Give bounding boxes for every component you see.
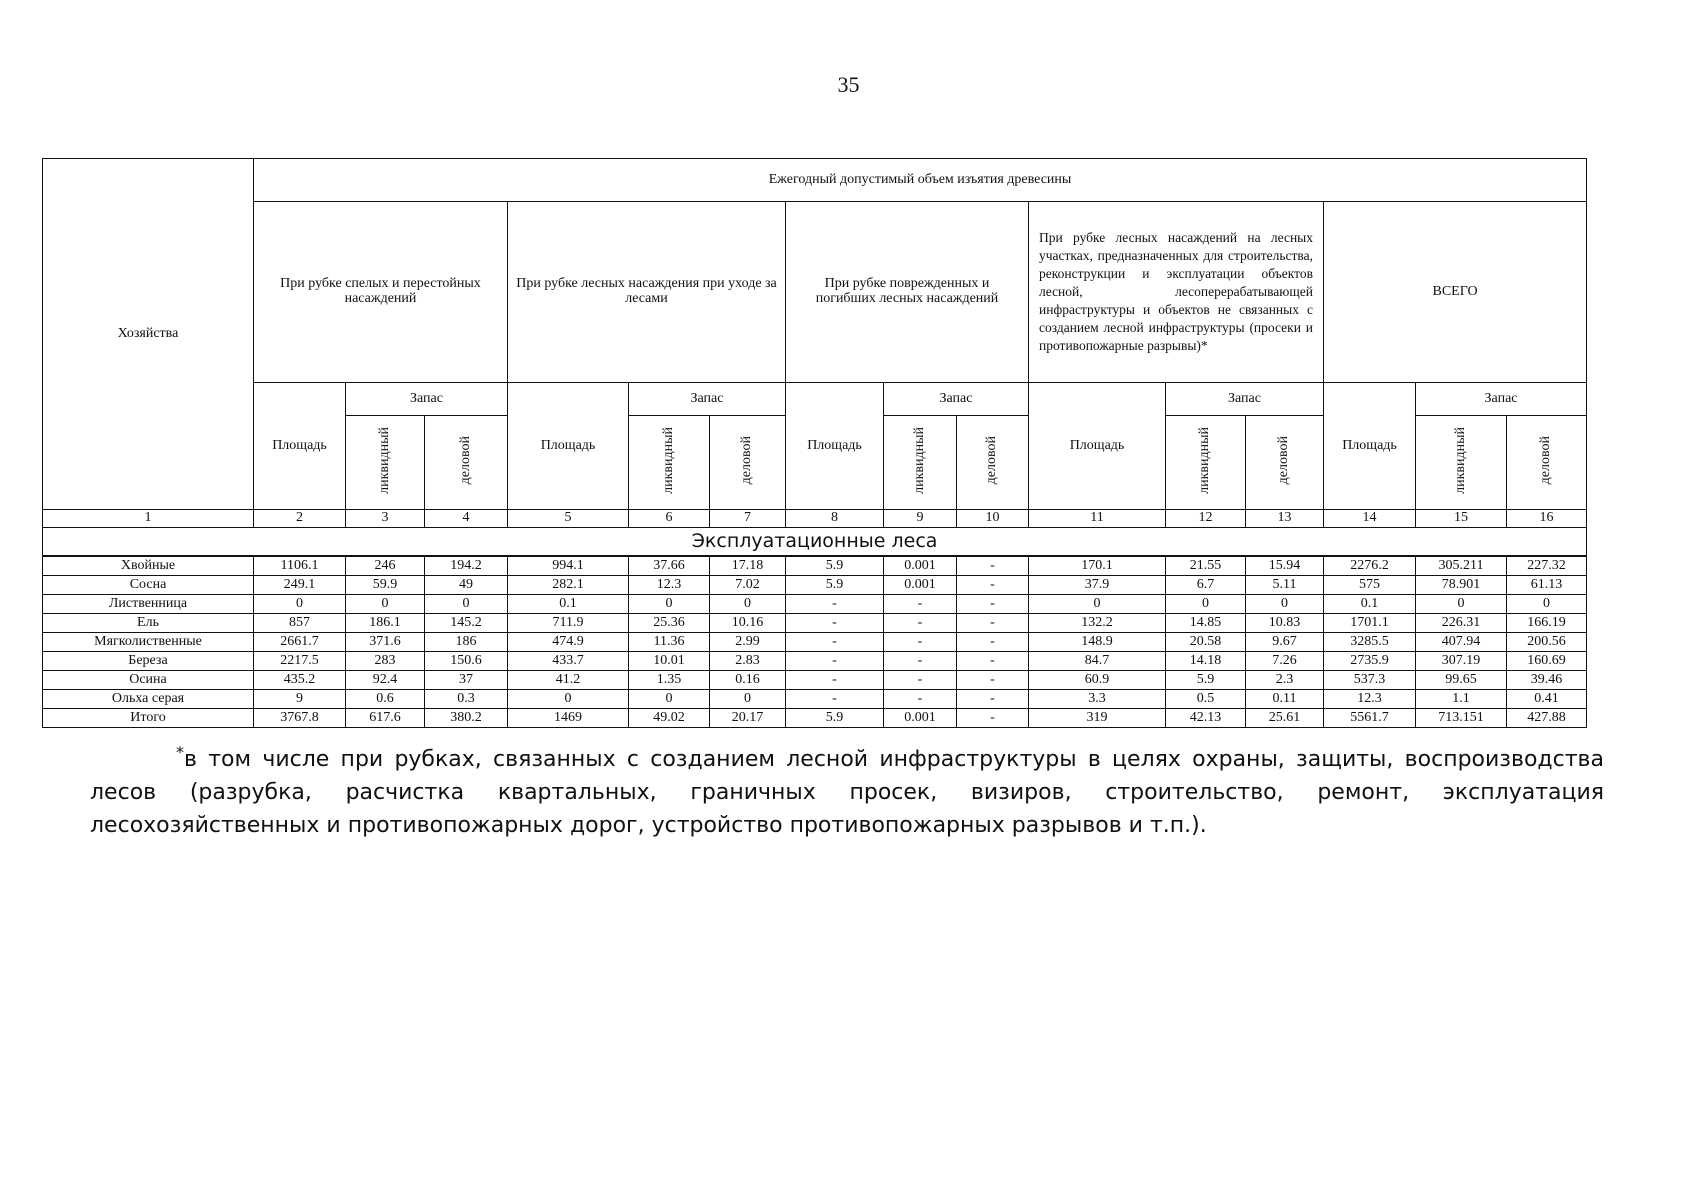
table-cell: 170.1 xyxy=(1029,556,1166,576)
column-number: 8 xyxy=(786,510,884,528)
table-cell: 0 xyxy=(508,690,629,709)
table-cell: - xyxy=(957,671,1029,690)
liquid-label: ликвидный xyxy=(1452,426,1468,494)
table-cell: 92.4 xyxy=(346,671,425,690)
table-cell: 17.18 xyxy=(710,556,786,576)
table-cell: 5.9 xyxy=(786,556,884,576)
group-label-total: ВСЕГО xyxy=(1432,283,1478,299)
table-cell: 194.2 xyxy=(425,556,508,576)
table-cell: 575 xyxy=(1324,576,1416,595)
page-number: 35 xyxy=(837,72,860,97)
table-cell: 0 xyxy=(1246,595,1324,614)
table-cell: 0.6 xyxy=(346,690,425,709)
table-cell: 5.9 xyxy=(786,576,884,595)
table-cell: 0.001 xyxy=(884,709,957,728)
business-header xyxy=(1246,416,1324,510)
table-body xyxy=(43,556,1587,728)
table-cell: 49.02 xyxy=(629,709,710,728)
table-row xyxy=(43,576,1587,595)
table-cell: 186 xyxy=(425,633,508,652)
table-cell: - xyxy=(884,614,957,633)
table-cell: 160.69 xyxy=(1507,652,1587,671)
table-cell: 0.1 xyxy=(508,595,629,614)
business-label: деловой xyxy=(739,435,755,485)
footnote-line-1 xyxy=(90,743,1604,776)
table-cell: 0 xyxy=(254,595,346,614)
liquid-header xyxy=(1166,416,1246,510)
table-cell: - xyxy=(957,633,1029,652)
table-cell: - xyxy=(884,652,957,671)
table-cell: 15.94 xyxy=(1246,556,1324,576)
table-cell: 2735.9 xyxy=(1324,652,1416,671)
column-number: 10 xyxy=(957,510,1029,528)
table-cell: 12.3 xyxy=(629,576,710,595)
stock-header: Запас xyxy=(629,383,786,416)
table-cell: 99.65 xyxy=(1416,671,1507,690)
liquid-label: ликвидный xyxy=(911,426,927,494)
column-number: 5 xyxy=(508,510,629,528)
table-cell: 60.9 xyxy=(1029,671,1166,690)
table-cell: - xyxy=(957,556,1029,576)
column-number: 14 xyxy=(1324,510,1416,528)
table-cell: 0.001 xyxy=(884,576,957,595)
table-cell: 246 xyxy=(346,556,425,576)
table-cell: 2.99 xyxy=(710,633,786,652)
table-row xyxy=(43,614,1587,633)
liquid-label: ликвидный xyxy=(1197,426,1213,494)
table-cell: 3285.5 xyxy=(1324,633,1416,652)
table-cell: 427.88 xyxy=(1507,709,1587,728)
table-cell: 25.61 xyxy=(1246,709,1324,728)
area-header: Площадь xyxy=(254,383,346,510)
table-cell: 226.31 xyxy=(1416,614,1507,633)
table-cell: 0 xyxy=(1416,595,1507,614)
table-cell: 0 xyxy=(1166,595,1246,614)
footnote-mark: * xyxy=(176,742,184,762)
business-label: деловой xyxy=(1276,435,1292,485)
table-cell: 407.94 xyxy=(1416,633,1507,652)
table-cell: 37 xyxy=(425,671,508,690)
table-cell: 0 xyxy=(346,595,425,614)
table-cell: 0 xyxy=(629,690,710,709)
table-cell: 0 xyxy=(1029,595,1166,614)
group-header-mature xyxy=(254,202,508,383)
table-cell: 1106.1 xyxy=(254,556,346,576)
table-cell: 305.211 xyxy=(1416,556,1507,576)
footnote-line-1-text: в том числе при рубках, связанных с созданием лесной инфраструктуры в целях охраны, защиты, воспроизводства xyxy=(184,747,1604,772)
footnote xyxy=(90,743,1604,842)
table-row xyxy=(43,556,1587,576)
table-cell: 0 xyxy=(425,595,508,614)
table-cell: 0 xyxy=(1507,595,1587,614)
table-cell: - xyxy=(957,652,1029,671)
footnote-line-2: лесов (разрубка, расчистка квартальных, граничных просек, визиров, строительство, ремонт, эксплуатация xyxy=(90,780,1604,805)
table-cell: 84.7 xyxy=(1029,652,1166,671)
table-cell: 5.11 xyxy=(1246,576,1324,595)
table-cell: 380.2 xyxy=(425,709,508,728)
table-cell: 0.001 xyxy=(884,556,957,576)
table-row xyxy=(43,633,1587,652)
group-label-care: При рубке лесных насаждения при уходе за лесами xyxy=(516,276,777,306)
table-cell: - xyxy=(786,614,884,633)
table-row xyxy=(43,709,1587,728)
business-header xyxy=(710,416,786,510)
business-label: деловой xyxy=(1538,435,1554,485)
row-label: Итого xyxy=(43,709,254,728)
table-cell: 5561.7 xyxy=(1324,709,1416,728)
table-cell: - xyxy=(957,576,1029,595)
table-cell: 6.7 xyxy=(1166,576,1246,595)
table-cell: 186.1 xyxy=(346,614,425,633)
group-label-infrastructure: При рубке лесных насаждений на лесных участках, предназначенных для строительства, реконструкции и эксплуатации объектов лесной, лесоперерабатывающей инфраструктуры и объектов не связанных с созданием лесной инфраструктуры (просеки и противопожарные разрывы)* xyxy=(1039,230,1313,353)
column-number: 12 xyxy=(1166,510,1246,528)
table-cell: 2661.7 xyxy=(254,633,346,652)
business-label: деловой xyxy=(457,435,473,485)
table-cell: 37.9 xyxy=(1029,576,1166,595)
table-cell: 994.1 xyxy=(508,556,629,576)
table-cell: 0.11 xyxy=(1246,690,1324,709)
area-header: Площадь xyxy=(786,383,884,510)
table-cell: 1.1 xyxy=(1416,690,1507,709)
table-cell: 1469 xyxy=(508,709,629,728)
table-cell: 200.56 xyxy=(1507,633,1587,652)
column-number-row xyxy=(43,510,1587,528)
column-number: 6 xyxy=(629,510,710,528)
column-number: 16 xyxy=(1507,510,1587,528)
table-row xyxy=(43,595,1587,614)
table-cell: 713.151 xyxy=(1416,709,1507,728)
column-number: 7 xyxy=(710,510,786,528)
timber-harvest-table-wrapper xyxy=(42,158,1587,728)
liquid-header xyxy=(1416,416,1507,510)
business-label: деловой xyxy=(984,435,1000,485)
table-cell: 227.32 xyxy=(1507,556,1587,576)
table-cell: 319 xyxy=(1029,709,1166,728)
table-cell: 7.02 xyxy=(710,576,786,595)
table-cell: 148.9 xyxy=(1029,633,1166,652)
table-cell: 9 xyxy=(254,690,346,709)
table-cell: 78.901 xyxy=(1416,576,1507,595)
table-cell: 10.83 xyxy=(1246,614,1324,633)
column-number: 11 xyxy=(1029,510,1166,528)
liquid-header xyxy=(629,416,710,510)
stock-header: Запас xyxy=(1416,383,1587,416)
table-cell: 166.19 xyxy=(1507,614,1587,633)
group-label-mature: При рубке спелых и перестойных насаждений xyxy=(280,276,481,306)
stock-header: Запас xyxy=(346,383,508,416)
table-cell: - xyxy=(884,690,957,709)
table-cell: 20.17 xyxy=(710,709,786,728)
table-cell: 537.3 xyxy=(1324,671,1416,690)
group-header-infrastructure xyxy=(1029,202,1324,383)
table-cell: 0.41 xyxy=(1507,690,1587,709)
table-cell: 14.85 xyxy=(1166,614,1246,633)
table-cell: - xyxy=(786,690,884,709)
table-cell: 474.9 xyxy=(508,633,629,652)
table-cell: 0 xyxy=(710,595,786,614)
stock-header: Запас xyxy=(1166,383,1324,416)
table-cell: 10.16 xyxy=(710,614,786,633)
table-cell: - xyxy=(884,595,957,614)
table-cell: 0.16 xyxy=(710,671,786,690)
business-header xyxy=(425,416,508,510)
column-number: 9 xyxy=(884,510,957,528)
stock-header: Запас xyxy=(884,383,1029,416)
table-cell: 857 xyxy=(254,614,346,633)
households-header: Хозяйства xyxy=(43,159,254,510)
liquid-header xyxy=(884,416,957,510)
section-title: Эксплуатационные леса xyxy=(43,528,1587,557)
column-number: 15 xyxy=(1416,510,1507,528)
table-cell: 249.1 xyxy=(254,576,346,595)
business-header xyxy=(1507,416,1587,510)
table-cell: 2.83 xyxy=(710,652,786,671)
table-cell: 1701.1 xyxy=(1324,614,1416,633)
table-cell: 617.6 xyxy=(346,709,425,728)
main-header: Ежегодный допустимый объем изъятия древесины xyxy=(254,159,1587,202)
table-cell: 132.2 xyxy=(1029,614,1166,633)
table-cell: 41.2 xyxy=(508,671,629,690)
table-cell: 2.3 xyxy=(1246,671,1324,690)
group-header-care xyxy=(508,202,786,383)
table-cell: 2217.5 xyxy=(254,652,346,671)
column-number: 3 xyxy=(346,510,425,528)
group-header-damaged xyxy=(786,202,1029,383)
table-cell: - xyxy=(786,595,884,614)
table-cell: - xyxy=(957,709,1029,728)
table-cell: - xyxy=(786,633,884,652)
area-header: Площадь xyxy=(1324,383,1416,510)
row-label: Осина xyxy=(43,671,254,690)
table-cell: 435.2 xyxy=(254,671,346,690)
table-cell: 12.3 xyxy=(1324,690,1416,709)
liquid-header xyxy=(346,416,425,510)
row-label: Береза xyxy=(43,652,254,671)
business-header xyxy=(957,416,1029,510)
table-cell: 5.9 xyxy=(1166,671,1246,690)
table-cell: 7.26 xyxy=(1246,652,1324,671)
table-cell: 0 xyxy=(629,595,710,614)
table-cell: 0.5 xyxy=(1166,690,1246,709)
table-cell: 282.1 xyxy=(508,576,629,595)
table-cell: 711.9 xyxy=(508,614,629,633)
area-header: Площадь xyxy=(508,383,629,510)
table-cell: 0.1 xyxy=(1324,595,1416,614)
row-label: Ель xyxy=(43,614,254,633)
table-cell: 25.36 xyxy=(629,614,710,633)
timber-harvest-table xyxy=(42,158,1587,728)
liquid-label: ликвидный xyxy=(376,426,392,494)
table-cell: 37.66 xyxy=(629,556,710,576)
table-cell: 0.3 xyxy=(425,690,508,709)
table-cell: 20.58 xyxy=(1166,633,1246,652)
table-cell: 39.46 xyxy=(1507,671,1587,690)
group-header-total xyxy=(1324,202,1587,383)
table-cell: 150.6 xyxy=(425,652,508,671)
table-cell: - xyxy=(957,595,1029,614)
row-label: Лиственница xyxy=(43,595,254,614)
table-row xyxy=(43,671,1587,690)
table-cell: 61.13 xyxy=(1507,576,1587,595)
table-cell: 42.13 xyxy=(1166,709,1246,728)
row-label: Мягколиственные xyxy=(43,633,254,652)
table-cell: 49 xyxy=(425,576,508,595)
area-header: Площадь xyxy=(1029,383,1166,510)
table-cell: - xyxy=(957,614,1029,633)
table-cell: - xyxy=(786,671,884,690)
table-cell: 1.35 xyxy=(629,671,710,690)
row-label: Хвойные xyxy=(43,556,254,576)
row-label: Ольха серая xyxy=(43,690,254,709)
table-cell: 0 xyxy=(710,690,786,709)
table-cell: 145.2 xyxy=(425,614,508,633)
table-cell: 3.3 xyxy=(1029,690,1166,709)
table-cell: 5.9 xyxy=(786,709,884,728)
table-cell: - xyxy=(884,633,957,652)
table-row xyxy=(43,690,1587,709)
table-cell: - xyxy=(884,671,957,690)
row-label: Сосна xyxy=(43,576,254,595)
footnote-line-3: лесохозяйственных и противопожарных дорог, устройство противопожарных разрывов и т.п.). xyxy=(90,813,1207,838)
liquid-label: ликвидный xyxy=(660,426,676,494)
column-number: 13 xyxy=(1246,510,1324,528)
table-cell: 59.9 xyxy=(346,576,425,595)
column-number: 4 xyxy=(425,510,508,528)
table-cell: 433.7 xyxy=(508,652,629,671)
table-cell: - xyxy=(786,652,884,671)
table-cell: 9.67 xyxy=(1246,633,1324,652)
table-cell: 10.01 xyxy=(629,652,710,671)
table-cell: 21.55 xyxy=(1166,556,1246,576)
table-row xyxy=(43,652,1587,671)
table-cell: - xyxy=(957,690,1029,709)
table-cell: 283 xyxy=(346,652,425,671)
table-cell: 14.18 xyxy=(1166,652,1246,671)
table-cell: 3767.8 xyxy=(254,709,346,728)
table-cell: 307.19 xyxy=(1416,652,1507,671)
column-number: 1 xyxy=(43,510,254,528)
group-label-damaged: При рубке поврежденных и погибших лесных насаждений xyxy=(815,276,999,306)
table-cell: 371.6 xyxy=(346,633,425,652)
table-cell: 2276.2 xyxy=(1324,556,1416,576)
table-cell: 11.36 xyxy=(629,633,710,652)
column-number: 2 xyxy=(254,510,346,528)
